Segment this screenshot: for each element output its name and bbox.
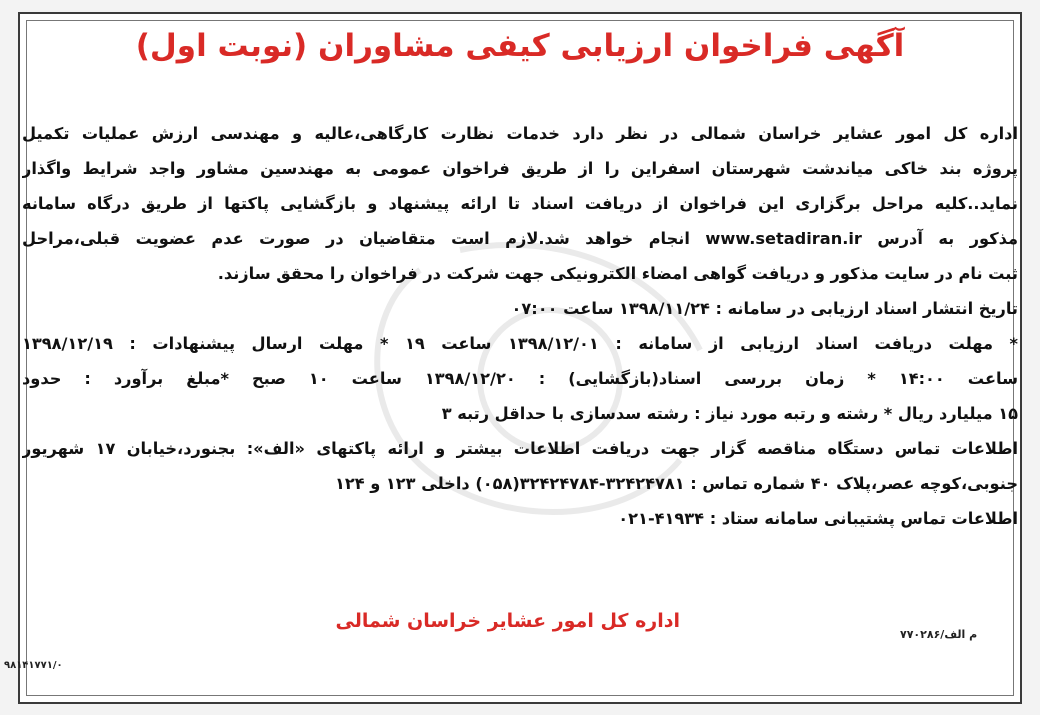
notice-frame <box>18 12 1022 704</box>
body-line-4: مذکور به آدرس www.setadiran.ir انجام خواهد شد.لازم است متقاضیان در صورت عدم عضویت قبلی،مراحل <box>22 229 1018 248</box>
body-line-1: اداره کل امور عشایر خراسان شمالی در نظر دارد خدمات نظارت کارگاهی،عالیه و مهندسی ارزش عملیات تکمیل <box>22 124 1018 143</box>
body-line-3: نماید..کلیه مراحل برگزاری این فراخوان از دریافت اسناد تا ارائه پیشنهاد و بازگشایی پاکتها از طریق درگاه سامانه <box>22 194 1018 213</box>
contact-line-2: جنوبی،کوچه عصر،پلاک ۴۰ شماره تماس : ۳۲۴۲۴۷۸۱-۳۲۴۲۴۷۸۴(۰۵۸) داخلی ۱۲۳ و ۱۲۴ <box>334 474 1018 493</box>
notice-title: آگهی فراخوان ارزیابی کیفی مشاوران (نوبت اول) <box>135 28 905 64</box>
contact-line-1: اطلاعات تماس دستگاه مناقصه گزار جهت دریافت اطلاعات بیشتر و ارائه پاکتهای «الف»: بجنورد،خیابان ۱۷ شهریور <box>22 439 1018 458</box>
deadlines-line: * مهلت دریافت اسناد ارزیابی از سامانه : ۱۳۹۸/۱۲/۰۱ ساعت ۱۹ * مهلت ارسال پیشنهادات : ۱۳۹۸/۱۲/۱۹ <box>22 334 1018 353</box>
support-contact-line: اطلاعات تماس پشتیبانی سامانه ستاد : ۴۱۹۳۴-۰۲۱ <box>618 509 1018 528</box>
publish-date-line: تاریخ انتشار اسناد ارزیابی در سامانه : ۱۳۹۸/۱۱/۲۴ ساعت ۰۷:۰۰ <box>511 299 1018 318</box>
body-line-5: ثبت نام در سایت مذکور و دریافت گواهی امضاء الکترونیکی جهت شرکت در فراخوان را محقق سازند. <box>217 264 1018 283</box>
body-line-2: پروژه بند خاکی میاندشت شهرستان اسفراین را از طریق فراخوان عمومی به مهندسین مشاور واجد شرایط واگذار <box>22 159 1018 178</box>
issuing-office: اداره کل امور عشایر خراسان شمالی <box>335 610 680 632</box>
reference-number: ۹۸۱۴۱۷۷۱/۰ <box>4 660 63 671</box>
opening-time-line: ساعت ۱۴:۰۰ * زمان بررسی اسناد(بازگشایی) : ۱۳۹۸/۱۲/۲۰ ساعت ۱۰ صبح *مبلغ برآورد : حدود <box>22 369 1018 388</box>
estimate-grade-line: ۱۵ میلیارد ریال * رشته و رتبه مورد نیاز : رشته سدسازی با حداقل رتبه ۳ <box>441 404 1018 423</box>
notice-code: ۷۷۰۲۸۶/م الف <box>900 628 978 641</box>
